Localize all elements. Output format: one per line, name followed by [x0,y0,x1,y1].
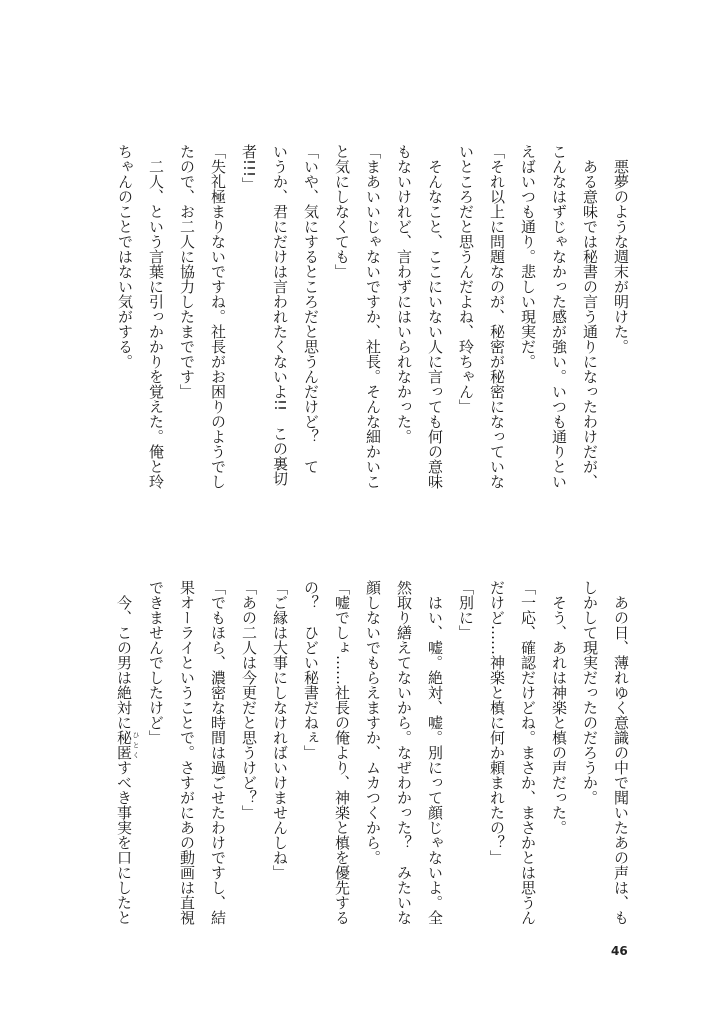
text-line: 果オーライということで。さすがにあの動画は直視 [178,580,196,925]
text-line: 「一応、確認だけどね。まさか、まさかとは思うん [519,580,537,925]
text-line: の？ ひどい秘書だねぇ」 [302,580,320,760]
text-line: 「あの二人は今更だと思うけど？」 [240,580,258,820]
text-line: できませんでしたけど」 [147,580,165,745]
page-number: 46 [611,944,628,958]
ruby-annotation [115,730,140,760]
text-line: しかして現実だったのだろうか。 [581,580,599,805]
text-line: 「それ以上に問題なのが、秘密が秘密になっていな [488,144,506,489]
text-line: 「別に」 [457,580,475,640]
text-line: そう、あれは神楽と槙の声だった。 [550,580,568,835]
text-segment: 今、この男は絶対に [115,580,133,730]
text-line: 然取り繕えてないから。なぜわかった？ みたいな [395,580,413,925]
text-line: 悪夢のような週末が明けた。 [612,144,630,354]
text-block-bottom [106,580,636,932]
text-line: 「まあいいじゃないですか、社長。そんな細かいこ [364,144,382,489]
text-line: 「嘘でしょ……社長の俺より、神楽と槙を優先する [333,580,351,925]
text-line: 「ご縁は大事にしなければいけませんしね」 [271,580,289,880]
text-line: 者!!!」 [240,144,258,193]
text-line: あの日、薄れゆく意識の中で聞いたあの声は、も [612,580,630,925]
text-line: いところだと思うんだよね、玲ちゃん」 [457,144,475,414]
text-line: はい、嘘。絶対、嘘。別にって顔じゃないよ。全 [426,580,444,925]
text-line: 顔しないでもらえますか、ムカつくから。 [364,580,382,865]
text-line: 「でもほら、濃密な時間は過ごせたわけですし、結 [209,580,227,925]
text-segment: すべき事実を口にしたと [115,760,133,925]
text-line: だけど……神楽と槙に何か頼まれたの？」 [488,580,506,865]
text-line: こんなはずじゃなかった感が強い。いつも通りとい [550,144,568,489]
text-block-top [106,144,636,506]
text-line: そんなこと、ここにいない人に言っても何の意味 [426,144,444,489]
text-line: 「失礼極まりないですね。社長がお困りのようでし [209,144,227,489]
text-line: もないけれど、言わずにはいられなかった。 [395,144,413,444]
ruby-base: 秘匿 [115,730,133,760]
ruby-text: ひとく [132,730,140,760]
text-line: たので、お二人に協力したまでです」 [178,144,196,399]
text-line: ある意味では秘書の言う通りになったわけだが、 [581,144,599,489]
text-line [108,580,140,932]
text-line: 二人、という言葉に引っかかりを覚えた。俺と玲 [147,144,165,489]
text-line: ちゃんのことではない気がする。 [116,144,134,369]
text-line: と気にしなくても」 [333,144,351,279]
text-line: えばいつも通り。悲しい現実だ。 [519,144,537,369]
text-line: いうか、君にだけは言われたくないよ!! この裏切 [271,144,289,487]
text-line: 「いや、気にするところだと思うんだけど？ て [302,144,320,474]
